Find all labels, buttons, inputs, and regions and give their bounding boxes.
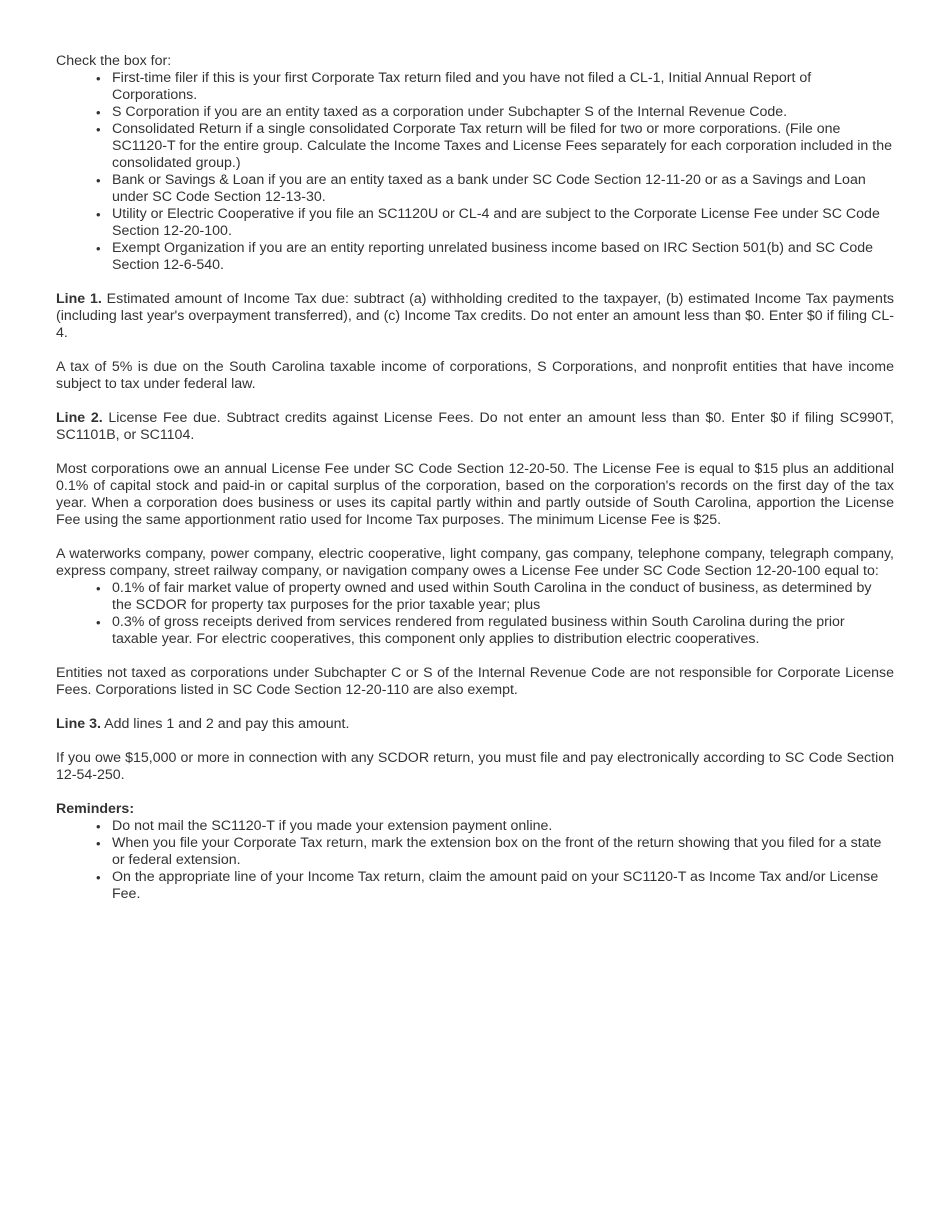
check-box-heading: Check the box for: [56, 53, 172, 69]
list-item-first-time-filer: • First-time filer if this is your first Corporate Tax return filed and you have not filed a CL-1, Initial Annual Report of Corporations. [112, 70, 894, 104]
list-item-s-corporation: • S Corporation if you are an entity taxed as a corporation under Subchapter S of the Internal Revenue Code. [112, 104, 894, 121]
reminders-list [56, 818, 894, 903]
list-item-reminder-online: • Do not mail the SC1120-T if you made your extension payment online. [112, 818, 894, 835]
list-item-consolidated-return: • Consolidated Return if a single consolidated Corporate Tax return will be filed for two or more corporations. (File one SC1120-T for the entire group. Calculate the Income Taxes and License Fees separately for each corporation included in the consolidated group.) [112, 121, 894, 172]
reminders-heading: Reminders: [56, 801, 135, 817]
line-2-paragraph [56, 410, 894, 444]
line-3-paragraph [56, 716, 894, 733]
list-item-property-value: • 0.1% of fair market value of property owned and used within South Carolina in the conduct of business, as determined by the SCDOR for property tax purposes for the prior taxable year; plus [112, 580, 894, 614]
list-item-bank-savings-loan: • Bank or Savings & Loan if you are an entity taxed as a bank under SC Code Section 12-11-20 or as a Savings and Loan under SC Code Section 12-13-30. [112, 172, 894, 206]
line-1-text: Estimated amount of Income Tax due: subtract (a) withholding credited to the taxpayer, (b) estimated Income Tax payments (including last year's overpayment transferred), and (c) Income Tax credits. Do not enter an amount less than $0. Enter $0 if filing CL-4. [56, 291, 894, 341]
list-item-utility-cooperative: • Utility or Electric Cooperative if you file an SC1120U or CL-4 and are subject to the Corporate License Fee under SC Code Section 12-20-100. [112, 206, 894, 240]
list-item-reminder-extension-box: • When you file your Corporate Tax return, mark the extension box on the front of the return showing that you filed for a state or federal extension. [112, 835, 894, 869]
line-2-label: Line 2. [56, 410, 103, 426]
entities-paragraph: Entities not taxed as corporations under Subchapter C or S of the Internal Revenue Code are not responsible for Corporate License Fees. Corporations listed in SC Code Section 12-20-110 are also exempt. [56, 665, 894, 698]
list-item-reminder-claim-amount: • On the appropriate line of your Income Tax return, claim the amount paid on your SC1120-T as Income Tax and/or License Fee. [112, 869, 894, 903]
line-2-text: License Fee due. Subtract credits against License Fees. Do not enter an amount less than $0. Enter $0 if filing SC990T, SC1101B, or SC1104. [56, 410, 894, 443]
license-fee-paragraph: Most corporations owe an annual License Fee under SC Code Section 12-20-50. The License Fee is equal to $15 plus an additional 0.1% of capital stock and paid-in or capital surplus of the corporation, based on the corporation's records on the first day of the tax year. When a corporation does business or uses its capital partly within and partly outside of South Carolina, apportion the License Fee using the same apportionment ratio used for Income Tax purposes. The minimum License Fee is $25. [56, 461, 894, 528]
tax-rate-paragraph: A tax of 5% is due on the South Carolina taxable income of corporations, S Corporations, and nonprofit entities that have income subject to tax under federal law. [56, 359, 894, 392]
line-3-label: Line 3. [56, 716, 101, 732]
line-1-label: Line 1. [56, 291, 102, 307]
check-box-list [56, 70, 894, 274]
list-item-exempt-organization: • Exempt Organization if you are an entity reporting unrelated business income based on IRC Section 501(b) and SC Code Section 12-6-540. [112, 240, 894, 274]
utility-paragraph: A waterworks company, power company, electric cooperative, light company, gas company, telephone company, telegraph company, express company, street railway company, or navigation company owes a License Fee under SC Code Section 12-20-100 equal to: [56, 546, 894, 579]
electronic-filing-paragraph: If you owe $15,000 or more in connection with any SCDOR return, you must file and pay electronically according to SC Code Section 12-54-250. [56, 750, 894, 783]
utility-fee-list [56, 580, 894, 648]
list-item-gross-receipts: • 0.3% of gross receipts derived from services rendered from regulated business within South Carolina during the prior taxable year. For electric cooperatives, this component only applies to distribution electric cooperatives. [112, 614, 894, 648]
line-3-text: Add lines 1 and 2 and pay this amount. [100, 716, 350, 732]
line-1-paragraph [56, 291, 894, 342]
